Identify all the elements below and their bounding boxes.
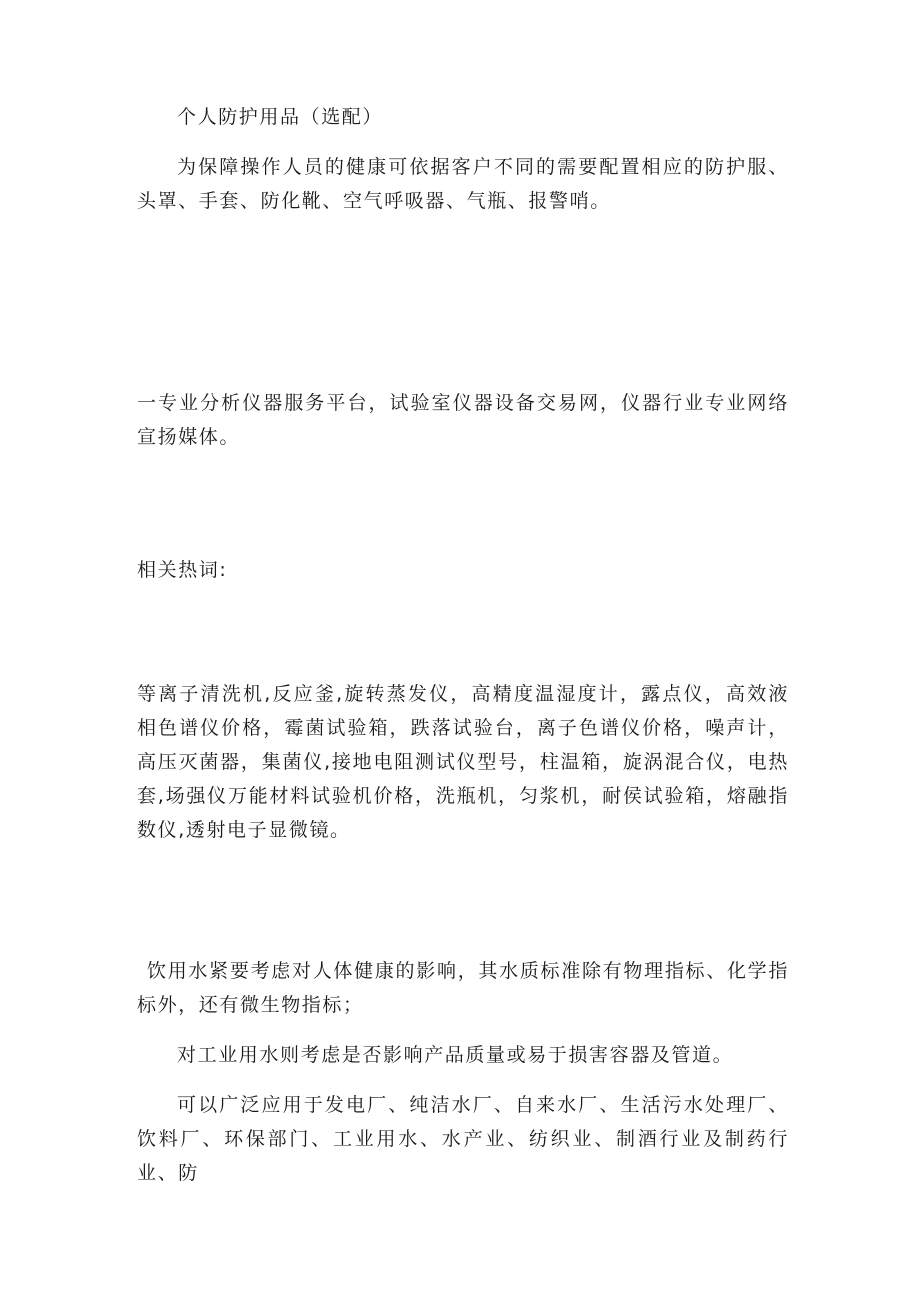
section-title: 个人防护用品（选配） xyxy=(177,106,384,128)
platform-paragraph: 一专业分析仪器服务平台，试验室仪器设备交易网，仪器行业专业网络宣扬媒体。 xyxy=(137,392,789,448)
protection-paragraph: 为保障操作人员的健康可依据客户不同的需要配置相应的防护服、头罩、手套、防化靴、空气呼吸器、气瓶、报警哨。 xyxy=(137,156,789,212)
keywords-label: 相关热词: xyxy=(137,559,228,581)
drinking-water-paragraph: 饮用水紧要考虑对人体健康的影响，其水质标准除有物理指标、化学指标外，还有微生物指标； xyxy=(137,960,789,1016)
keywords-paragraph: 等离子清洗机,反应釜,旋转蒸发仪，高精度温湿度计，露点仪，高效液相色谱仪价格，霉菌试验箱，跌落试验台，离子色谱仪价格，噪声计，高压灭菌器，集菌仪,接地电阻测试仪型号，柱温箱，旋涡混合仪，电热套,场强仪万能材料试验机价格，洗瓶机，匀浆机，耐侯试验箱，熔融指数仪,透射电子显微镜。 xyxy=(137,683,789,841)
industrial-water-paragraph: 对工业用水则考虑是否影响产品质量或易于损害容器及管道。 xyxy=(177,1044,734,1066)
application-paragraph: 可以广泛应用于发电厂、纯洁水厂、自来水厂、生活污水处理厂、饮料厂、环保部门、工业用水、水产业、纺织业、制酒行业及制药行业、防 xyxy=(137,1094,789,1184)
